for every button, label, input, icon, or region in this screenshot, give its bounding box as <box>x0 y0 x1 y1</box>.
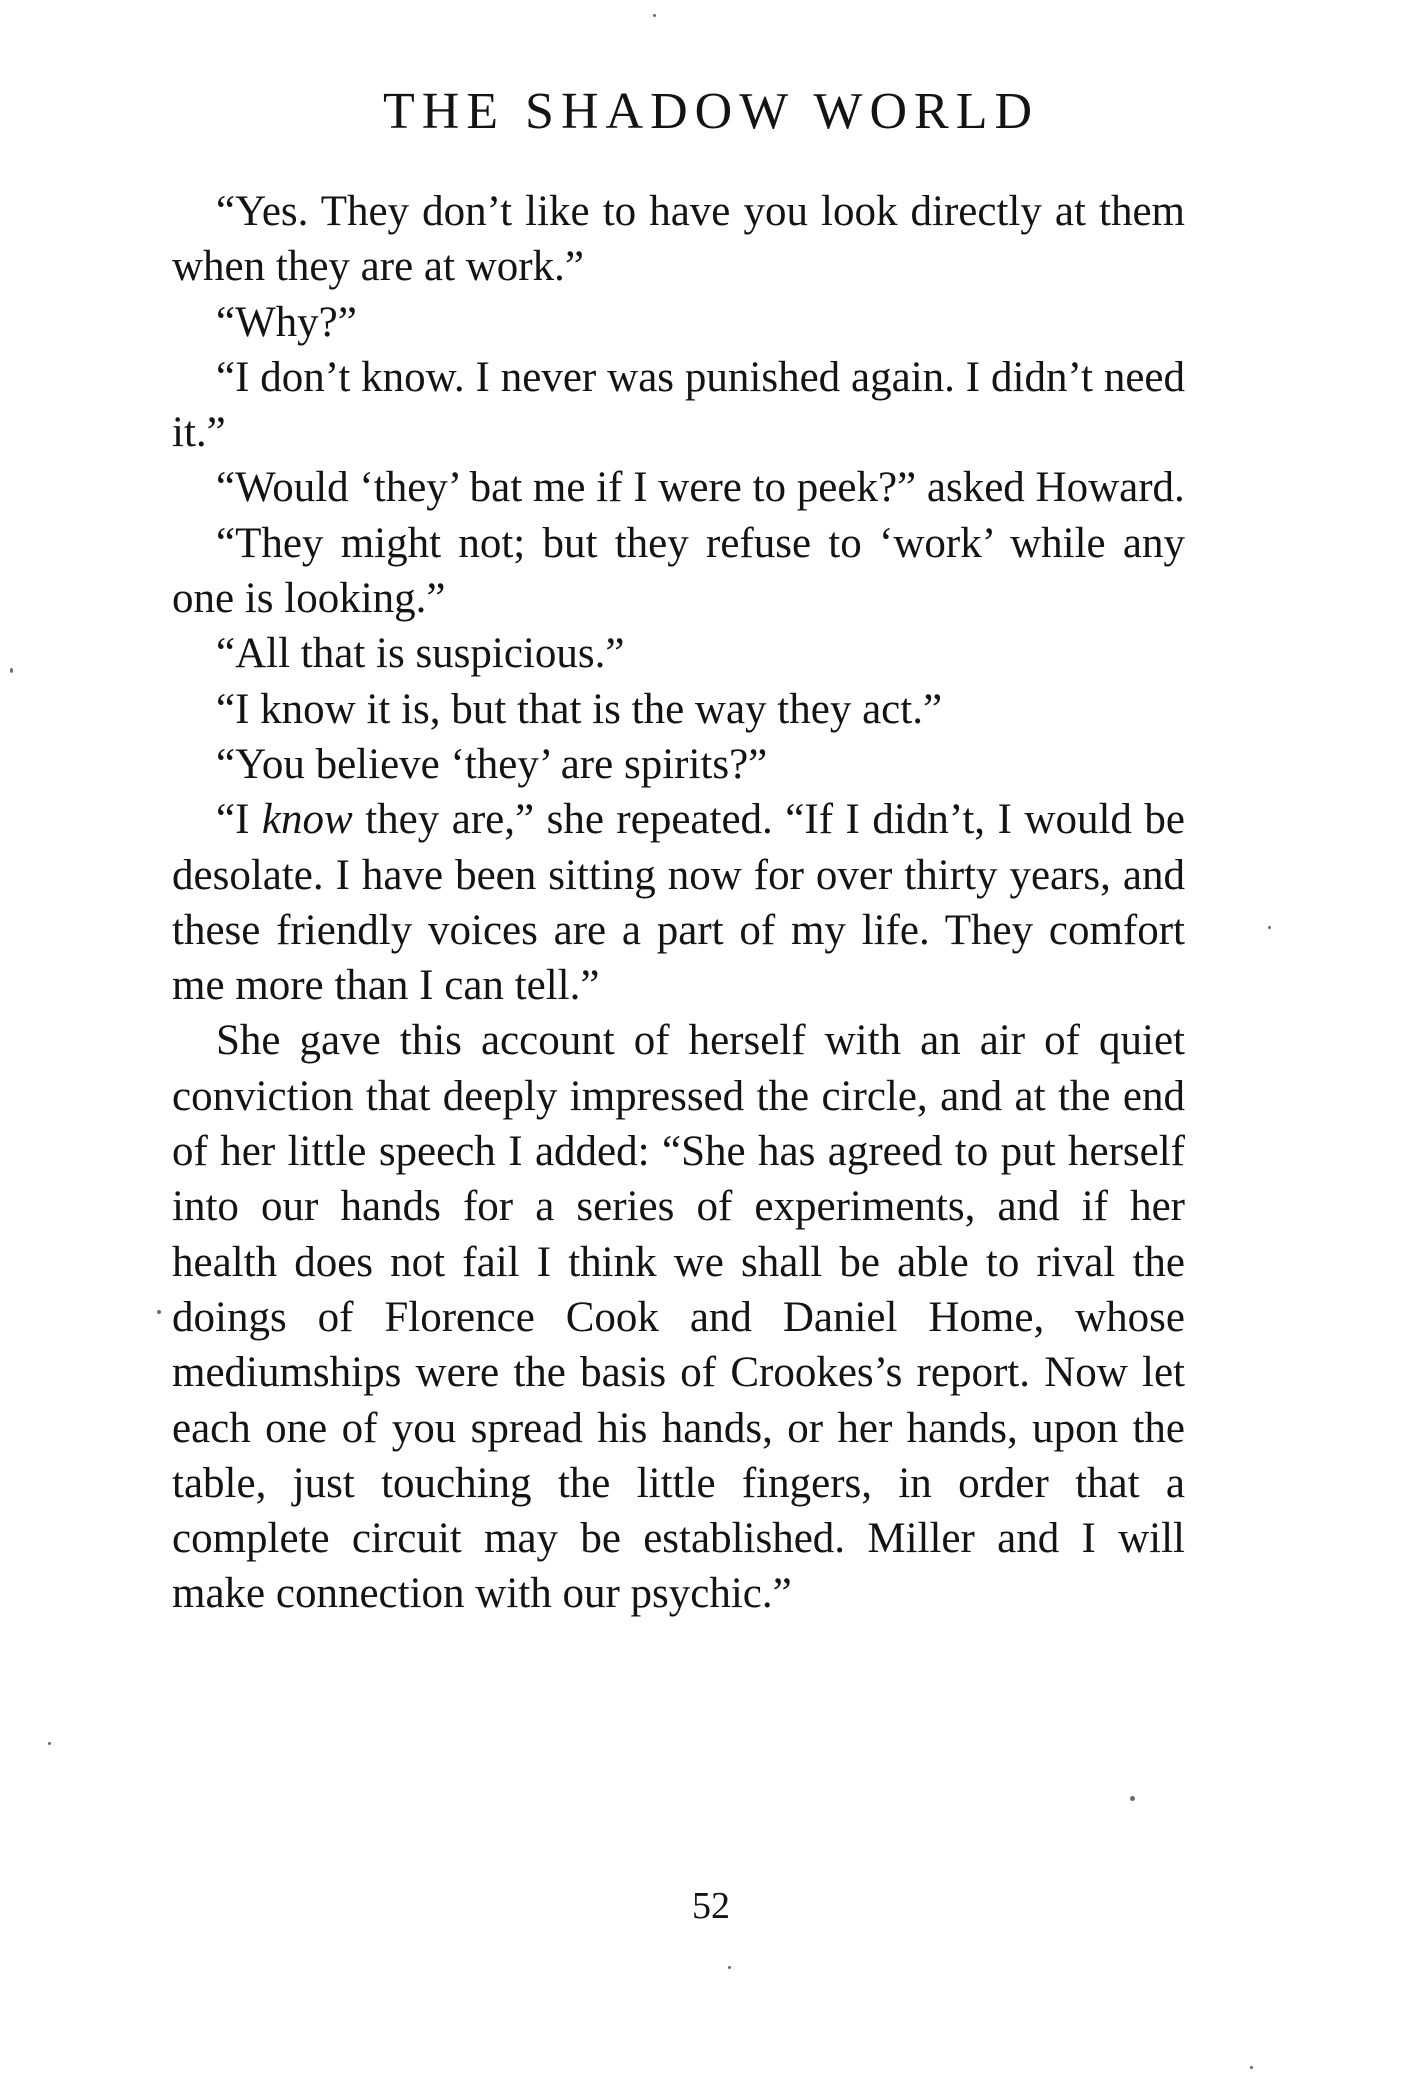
paragraph-7: “I know it is, but that is the way they act.” <box>216 685 943 733</box>
paragraph-9 <box>172 792 1185 1013</box>
paragraph-2: “Why?” <box>216 298 357 346</box>
paragraph-10: She gave this account of herself with an air of quiet conviction that deeply impressed the circle, and at the end of her little speech I added: “She has agreed to put herself into our hands for a series of experiments, and if her health does not fail I think we shall be able to rival the doings of Florence Cook and Daniel Home, whose mediumships were the basis of Crookes’s report. Now let each one of you spread his hands, or her hands, upon the table, just touching the little fingers, in order that a complete circuit may be established. Miller and I will make connection with our psychic.” <box>172 1017 1185 1618</box>
running-head: THE SHADOW WORLD <box>382 83 1040 140</box>
paragraph-4: “Would ‘they’ bat me if I were to peek?” asked Howard. <box>216 464 1185 512</box>
paragraph-1: “Yes. They don’t like to have you look directly at them when they are at work.” <box>172 188 1185 291</box>
paragraph-9-rest: they are,” she repeated. “If I didn’t, I would be desolate. I have been sitting now for over thirty years, and these friendly voices are a part of my life. They comfort me more than I can tell.” <box>172 796 1186 1010</box>
paragraph-8: “You believe ‘they’ are spirits?” <box>216 740 768 788</box>
scan-speck <box>1130 1796 1135 1801</box>
paragraph-9-start: “I <box>216 796 262 844</box>
scan-speck <box>48 1742 51 1745</box>
paragraph-6: “All that is suspicious.” <box>216 630 625 678</box>
page-number: 52 <box>692 1885 730 1927</box>
scan-speck <box>728 1966 731 1969</box>
scan-speck <box>653 14 656 17</box>
scan-speck <box>10 668 13 673</box>
scan-speck <box>1250 2066 1253 2069</box>
scan-speck <box>1268 926 1271 929</box>
paragraph-5: “They might not; but they refuse to ‘work’ while any one is looking.” <box>172 519 1185 623</box>
body-text <box>172 184 1185 1622</box>
paragraph-3: “I don’t know. I never was punished again. I didn’t need it.” <box>172 353 1185 457</box>
scan-speck <box>157 1310 161 1314</box>
emphasis-know: know <box>261 796 353 844</box>
